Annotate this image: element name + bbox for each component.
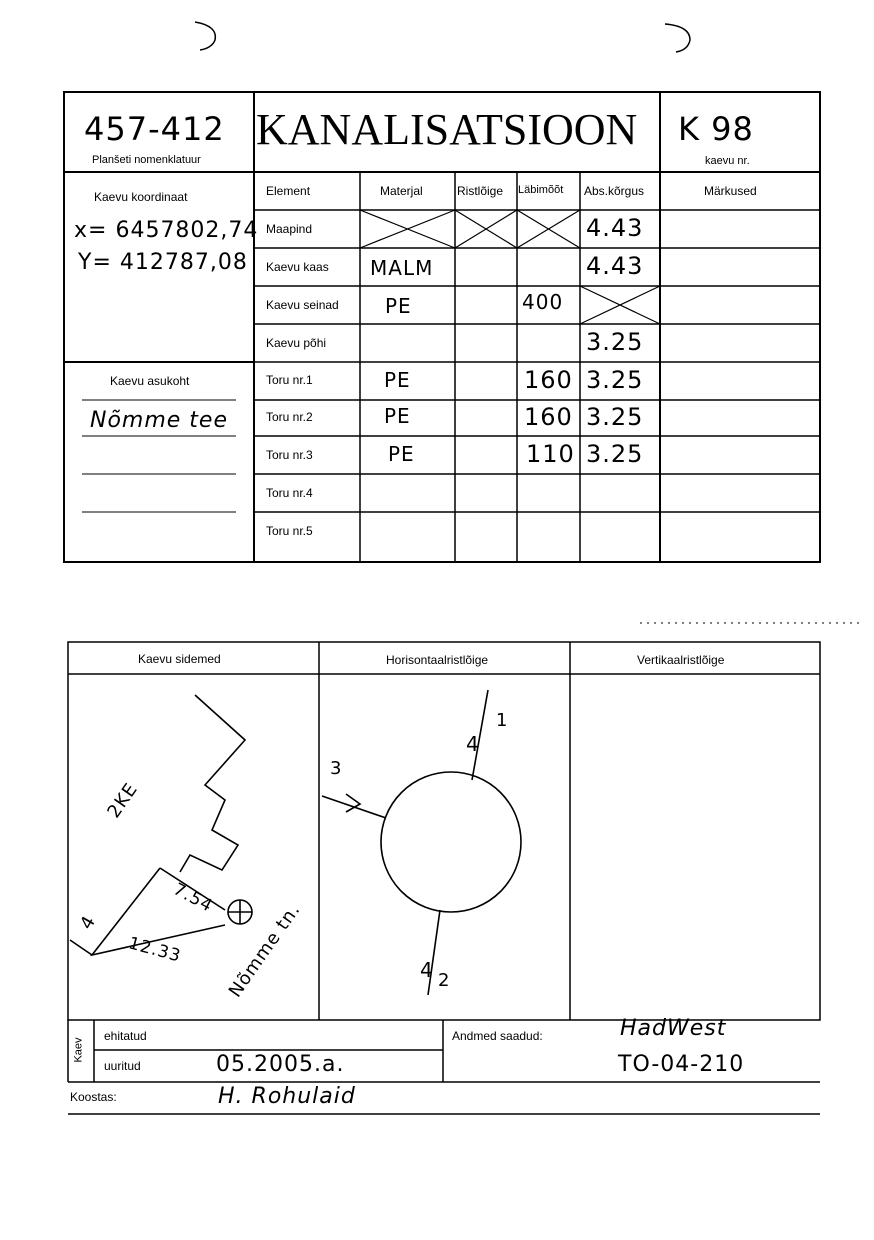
data-value-2: TO-04-210	[618, 1052, 745, 1077]
author-label: Koostas:	[70, 1090, 117, 1104]
row-element: Toru nr.2	[266, 410, 313, 424]
col-materjal: Materjal	[380, 184, 423, 198]
row-element: Toru nr.5	[266, 524, 313, 538]
sketch-street: Nõmme tn.	[224, 899, 305, 1002]
abs-value: 4.43	[586, 214, 644, 242]
measured-label: uuritud	[104, 1059, 141, 1073]
pipe-label-1: 1	[496, 710, 509, 731]
location-label: Kaevu asukoht	[110, 374, 190, 388]
nomenclature-value: 457-412	[84, 110, 225, 148]
abs-value: 3.25	[586, 440, 644, 468]
location-value: Nõmme tee	[90, 408, 229, 433]
col-abs: Abs.kõrgus	[584, 184, 645, 198]
diameter-value: 160	[524, 366, 573, 394]
coordinate-x: x= 6457802,74	[74, 218, 259, 243]
abs-value: 3.25	[586, 403, 644, 431]
material-value: PE	[384, 368, 411, 392]
sketch-distance-2: 12.33	[126, 933, 184, 967]
col-vertical: Vertikaalristlõige	[637, 653, 725, 667]
data-label: Andmed saadud:	[452, 1029, 543, 1043]
sketch-line-label: 2KE	[103, 779, 143, 822]
coordinate-y: Y= 412787,08	[78, 250, 248, 275]
built-label: ehitatud	[104, 1029, 147, 1043]
material-value: MALM	[370, 256, 434, 280]
pipe-arrow-4a: 4	[466, 732, 480, 756]
side-label: Kaev	[72, 1037, 85, 1063]
nomenclature-label: Planšeti nomenklatuur	[92, 154, 201, 166]
diameter-value: 160	[524, 403, 573, 431]
sketch-distance-1: 7.54	[169, 879, 217, 917]
row-element: Maapind	[266, 222, 313, 236]
col-ristloige: Ristlõige	[457, 184, 504, 198]
material-value: PE	[384, 404, 411, 428]
pipe-arrow-4b: 4	[420, 958, 434, 982]
row-element: Toru nr.4	[266, 486, 313, 500]
abs-value: 4.43	[586, 252, 644, 280]
row-element: Kaevu põhi	[266, 336, 327, 350]
col-labimoot: Läbimõõt	[518, 184, 564, 196]
row-element: Kaevu kaas	[266, 260, 329, 274]
page-title: KANALISATSIOON	[256, 105, 638, 154]
row-element: Toru nr.1	[266, 373, 313, 387]
data-value-1: HadWest	[620, 1016, 727, 1041]
coordinates-label: Kaevu koordinaat	[94, 190, 188, 204]
col-horizontal: Horisontaalristlõige	[386, 653, 489, 667]
abs-value: 3.25	[586, 366, 644, 394]
sketch-number-4: 4	[76, 911, 101, 934]
row-element: Toru nr.3	[266, 448, 313, 462]
col-markused: Märkused	[704, 184, 757, 198]
col-element: Element	[266, 184, 311, 198]
material-value: PE	[385, 294, 412, 318]
row-element: Kaevu seinad	[266, 298, 339, 312]
pipe-label-3: 3	[330, 758, 343, 779]
abs-value: 3.25	[586, 328, 644, 356]
material-value: PE	[388, 442, 415, 466]
author-value: H. Rohulaid	[218, 1084, 356, 1109]
diameter-value: 400	[522, 290, 564, 314]
pipe-label-2: 2	[438, 970, 451, 991]
well-number-label: kaevu nr.	[705, 155, 750, 167]
col-connections: Kaevu sidemed	[138, 652, 221, 666]
well-number: K 98	[678, 110, 754, 148]
measured-value: 05.2005.a.	[216, 1052, 345, 1077]
diameter-value: 110	[526, 440, 575, 468]
